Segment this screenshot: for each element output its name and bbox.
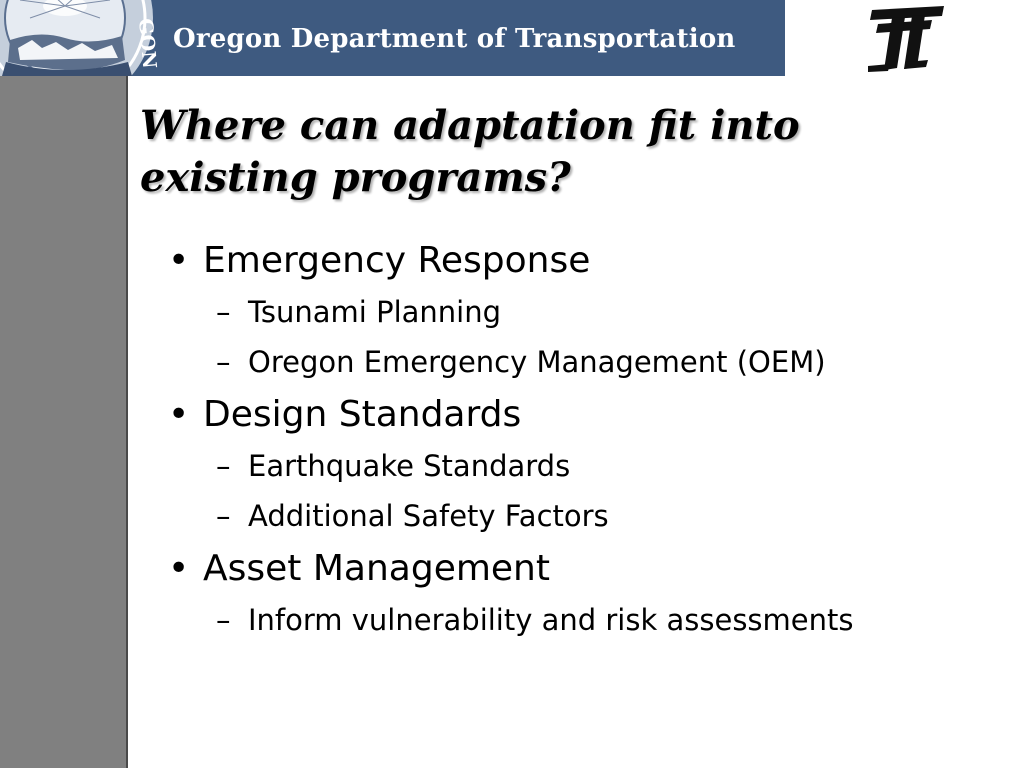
- oregon-seal-icon: [0, 0, 160, 76]
- bullet-design-standards: [168, 392, 968, 438]
- header-banner: [0, 0, 785, 76]
- sub-bullet: [168, 292, 968, 332]
- left-sidebar: [0, 76, 128, 768]
- bullet-asset-management: [168, 546, 968, 592]
- slide-title-line-2: existing programs?: [140, 154, 571, 201]
- dash-icon: –: [216, 603, 231, 637]
- bullet-icon: •: [168, 394, 190, 435]
- bullet-list: [168, 238, 968, 650]
- dash-icon: –: [216, 295, 231, 329]
- sub-bullet-label: Oregon Emergency Management (OEM): [248, 345, 826, 379]
- sub-bullet: [168, 446, 968, 486]
- sub-bullet-label: Inform vulnerability and risk assessments: [248, 603, 854, 637]
- slide-title: [140, 100, 1000, 204]
- dash-icon: –: [216, 345, 231, 379]
- sub-bullet: [168, 496, 968, 536]
- bullet-icon: •: [168, 240, 190, 281]
- sub-bullet-label: Tsunami Planning: [248, 295, 501, 329]
- bullet-label: Design Standards: [203, 394, 522, 435]
- odot-logo-icon: [868, 4, 948, 72]
- sub-bullet-label: Additional Safety Factors: [248, 499, 609, 533]
- sub-bullet: [168, 342, 968, 382]
- seal-text: GON: [134, 17, 160, 70]
- slide-title-line-1: Where can adaptation fit into: [140, 102, 800, 149]
- sub-bullet-label: Earthquake Standards: [248, 449, 571, 483]
- dash-icon: –: [216, 499, 231, 533]
- sub-bullet: [168, 600, 888, 640]
- dash-icon: –: [216, 449, 231, 483]
- bullet-icon: •: [168, 548, 190, 589]
- bullet-emergency-response: [168, 238, 968, 284]
- department-name: Oregon Department of Transportation: [173, 24, 736, 54]
- bullet-label: Asset Management: [203, 548, 550, 589]
- bullet-label: Emergency Response: [203, 240, 591, 281]
